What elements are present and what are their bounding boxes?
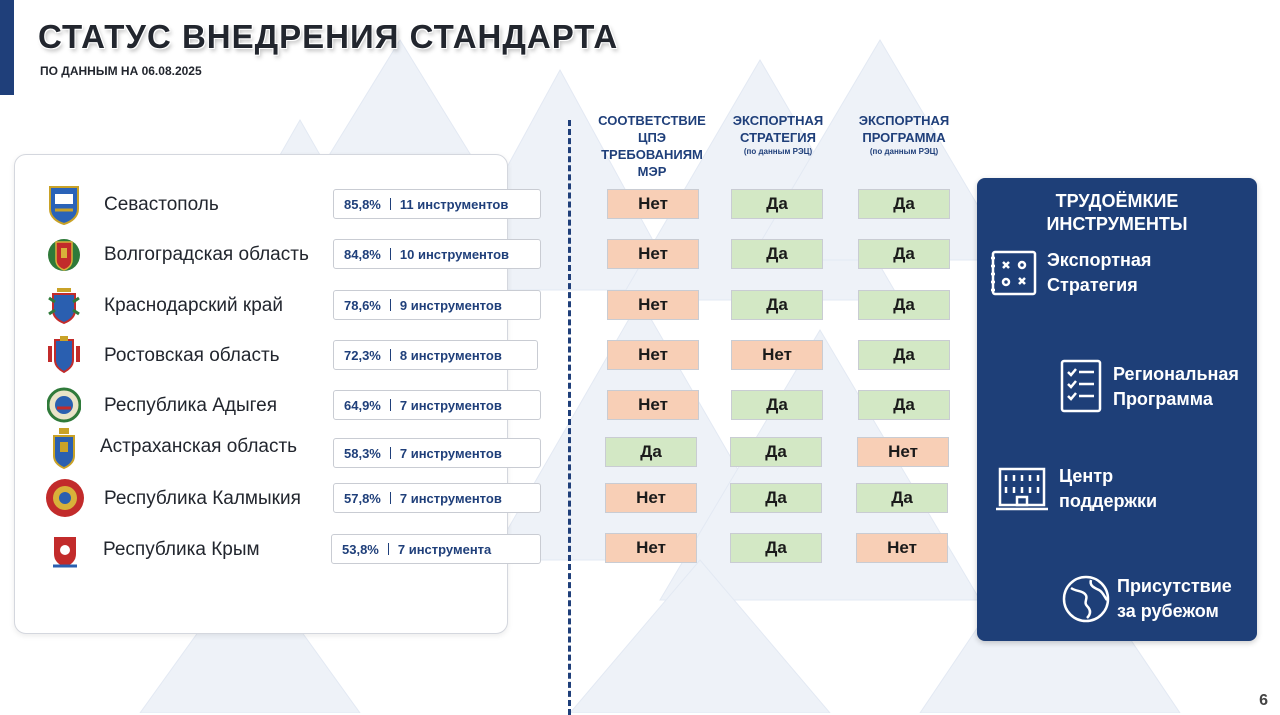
stat-tools: 7 инструментов xyxy=(399,490,502,506)
dashed-divider xyxy=(568,120,571,715)
stat-tools: 8 инструментов xyxy=(399,347,502,363)
tools-panel-title xyxy=(977,190,1257,236)
astrakhan-crest-icon xyxy=(47,426,81,468)
page-subtitle: ПО ДАННЫМ НА 06.08.2025 xyxy=(40,64,202,78)
stat-tools: 11 инструментов xyxy=(399,196,509,212)
stat-separator xyxy=(388,543,389,555)
region-name-astrakhan: Астраханская область xyxy=(100,436,298,457)
column-header-note: (по данным РЭЦ) xyxy=(869,147,939,156)
column-header-line: ЭКСПОРТНАЯ xyxy=(858,113,950,128)
column-header-line: ЦПЭ xyxy=(637,130,667,145)
stat-percent: 58,3% xyxy=(344,445,381,461)
column-header-line: ЭКСПОРТНАЯ xyxy=(732,113,824,128)
column-header-program xyxy=(848,112,960,157)
status-cpe: Нет xyxy=(607,239,699,269)
stat-tools: 10 инструментов xyxy=(399,246,510,262)
tool-center-label xyxy=(1059,464,1157,514)
tool-label-line: Центр xyxy=(1059,466,1114,486)
stat-percent: 78,6% xyxy=(344,297,381,313)
column-header-note: (по данным РЭЦ) xyxy=(743,147,813,156)
tool-label-line: Присутствие xyxy=(1117,576,1232,596)
column-header-line: МЭР xyxy=(637,164,667,179)
tool-label-line: Экспортная xyxy=(1047,250,1152,270)
tool-abroad-label xyxy=(1117,574,1232,624)
tool-strategy-label xyxy=(1047,248,1151,298)
status-strategy: Нет xyxy=(731,340,823,370)
stat-tools: 9 инструментов xyxy=(399,297,502,313)
kalmykia-crest-icon xyxy=(45,476,79,518)
stat-separator xyxy=(390,492,391,504)
rostov-crest-icon xyxy=(47,334,81,376)
column-header-line: СТРАТЕГИЯ xyxy=(740,130,816,145)
status-strategy: Да xyxy=(731,189,823,219)
stat-separator xyxy=(390,198,391,210)
stat-percent: 72,3% xyxy=(344,347,381,363)
stat-tools: 7 инструмента xyxy=(397,541,492,557)
strategy-board-icon xyxy=(989,248,1039,303)
stat-separator xyxy=(390,447,391,459)
tools-title-line: ТРУДОЁМКИЕ xyxy=(1055,191,1179,211)
status-strategy: Да xyxy=(730,437,822,467)
page-number: 6 xyxy=(1259,692,1268,709)
status-program: Нет xyxy=(856,533,948,563)
stat-tools: 7 инструментов xyxy=(399,397,502,413)
stat-separator xyxy=(390,299,391,311)
status-program: Нет xyxy=(857,437,949,467)
left-accent-bar xyxy=(0,0,14,95)
volgograd-crest-icon xyxy=(47,234,81,276)
stat-box xyxy=(333,483,541,513)
status-program: Да xyxy=(856,483,948,513)
tool-label-line: за рубежом xyxy=(1117,601,1219,621)
status-strategy: Да xyxy=(731,390,823,420)
status-program: Да xyxy=(858,340,950,370)
region-name-crimea: Республика Крым xyxy=(103,539,260,560)
status-cpe: Да xyxy=(605,437,697,467)
stat-box xyxy=(333,390,541,420)
column-header-line: СООТВЕТСТВИЕ xyxy=(598,113,706,128)
stat-percent: 85,8% xyxy=(344,196,381,212)
stat-box xyxy=(333,438,541,468)
stat-percent: 57,8% xyxy=(344,490,381,506)
globe-icon xyxy=(1061,574,1111,629)
stat-separator xyxy=(390,349,391,361)
building-icon xyxy=(995,465,1049,518)
status-program: Да xyxy=(858,189,950,219)
stat-box xyxy=(331,534,541,564)
stat-percent: 64,9% xyxy=(344,397,381,413)
stat-separator xyxy=(390,248,391,260)
status-cpe: Нет xyxy=(607,390,699,420)
region-name-volgograd: Волгоградская область xyxy=(104,244,309,265)
column-header-strategy xyxy=(722,112,834,157)
krasnodar-crest-icon xyxy=(47,284,81,326)
status-cpe: Нет xyxy=(607,340,699,370)
labor-intensive-tools-panel xyxy=(977,178,1257,641)
status-cpe: Нет xyxy=(607,189,699,219)
region-name-sevastopol: Севастополь xyxy=(104,194,219,215)
tools-title-line: ИНСТРУМЕНТЫ xyxy=(1046,214,1188,234)
region-name-kalmykia: Республика Калмыкия xyxy=(104,488,301,509)
status-cpe: Нет xyxy=(605,533,697,563)
status-cpe: Нет xyxy=(605,483,697,513)
column-header-line: ТРЕБОВАНИЯМ xyxy=(601,147,703,162)
status-program: Да xyxy=(858,290,950,320)
checklist-icon xyxy=(1059,358,1103,419)
stat-box xyxy=(333,340,538,370)
status-program: Да xyxy=(858,390,950,420)
stat-box xyxy=(333,290,541,320)
region-name-rostov: Ростовская область xyxy=(104,345,280,366)
status-strategy: Да xyxy=(730,533,822,563)
tool-label-line: Региональная xyxy=(1113,364,1239,384)
sevastopol-crest-icon xyxy=(47,184,81,226)
status-cpe: Нет xyxy=(607,290,699,320)
tool-label-line: поддержки xyxy=(1059,491,1158,511)
status-strategy: Да xyxy=(731,290,823,320)
adygea-crest-icon xyxy=(47,384,81,426)
tool-program-label xyxy=(1113,362,1239,412)
stat-box xyxy=(333,239,541,269)
stat-percent: 84,8% xyxy=(344,246,381,262)
crimea-crest-icon xyxy=(49,530,83,572)
stat-box xyxy=(333,189,541,219)
page-title: СТАТУС ВНЕДРЕНИЯ СТАНДАРТА xyxy=(38,18,619,55)
column-header-line: ПРОГРАММА xyxy=(862,130,946,145)
stat-percent: 53,8% xyxy=(342,541,379,557)
status-strategy: Да xyxy=(730,483,822,513)
column-header-cpe xyxy=(590,112,714,180)
stat-separator xyxy=(390,399,391,411)
region-name-adygea: Республика Адыгея xyxy=(104,395,277,416)
status-program: Да xyxy=(858,239,950,269)
stat-tools: 7 инструментов xyxy=(399,445,502,461)
tool-label-line: Программа xyxy=(1113,389,1213,409)
tool-label-line: Стратегия xyxy=(1047,275,1138,295)
region-name-krasnodar: Краснодарский край xyxy=(104,295,283,316)
status-strategy: Да xyxy=(731,239,823,269)
